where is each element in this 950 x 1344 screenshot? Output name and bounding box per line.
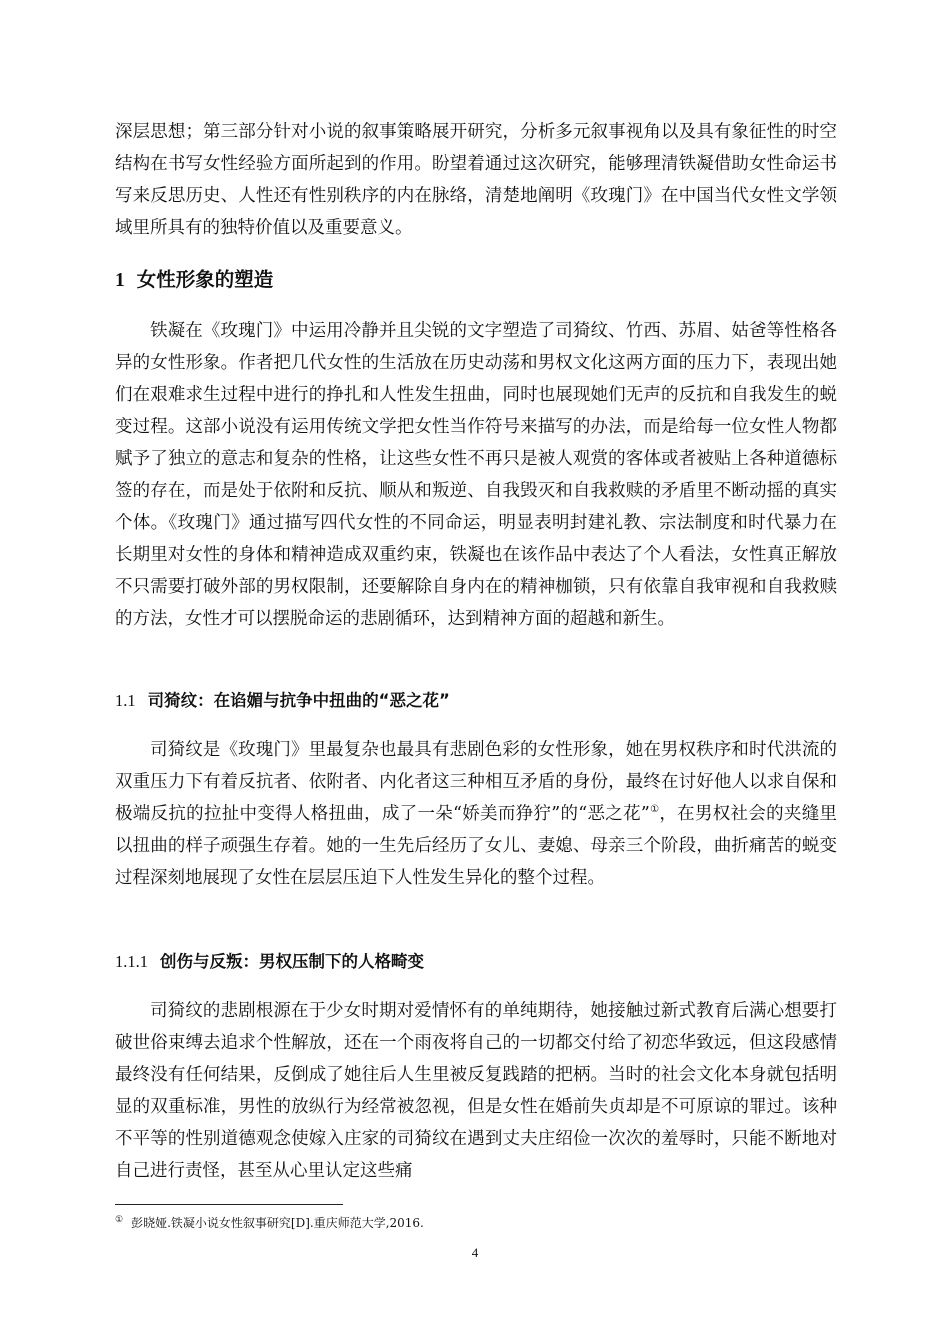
intro-paragraph: 深层思想；第三部分针对小说的叙事策略展开研究，分析多元叙事视角以及具有象征性的时空结构在书写女性经验方面所起到的作用。盼望着通过这次研究，能够理清铁凝借助女性命运书写来反思历史、人性还有性别秩序的内在脉络，清楚地阐明《玫瑰门》在中国当代女性文学领域里所具有的独特价值以及重要意义。 [115,122,837,238]
section-number: 1.1.1 [115,952,148,971]
section-number: 1 [115,270,125,291]
section-1-paragraph: 铁凝在《玫瑰门》中运用冷静并且尖锐的文字塑造了司猗纹、竹西、苏眉、姑爸等性格各异的女性形象。作者把几代女性的生活放在历史动荡和男权文化这两方面的压力下，表现出她们在艰难求生过程中进行的挣扎和人性发生扭曲，同时也展现她们无声的反抗和自我发生的蜕变过程。这部小说没有运用传统文学把女性当作符号来描写的办法，而是给每一位女性人物都赋予了独立的意志和复杂的性格，让这些女性不再只是被人观赏的客体或者被贴上各种道德标签的存在，而是处于依附和反抗、顺从和叛逆、自我毁灭和自我救赎的矛盾里不断动摇的真实个体。《玫瑰门》通过描写四代女性的不同命运，明显表明封建礼教、宗法制度和时代暴力在长期里对女性的身体和精神造成双重约束，铁凝也在该作品中表达了个人看法，女性真正解放不只需要打破外部的男权限制，还要解除自身内在的精神枷锁，只有依靠自我审视和自我救赎的方法，女性才可以摆脱命运的悲剧循环，达到精神方面的超越和新生。 [115,321,837,629]
section-1-1-paragraph [115,734,837,894]
section-heading-1-1-1 [115,949,424,975]
footnote [115,1211,424,1232]
section-title: 司猗纹：在谄媚与抗争中扭曲的“恶之花” [147,691,450,710]
footnote-text: 彭晓娅.铁凝小说女性叙事研究[D].重庆师范大学,2016. [131,1216,424,1230]
section-1-1-1-paragraph: 司猗纹的悲剧根源在于少女时期对爱情怀有的单纯期待，她接触过新式教育后满心想要打破世俗束缚去追求个性解放，还在一个雨夜将自己的一切都交付给了初恋华致远，但这段感情最终没有任何结果，反倒成了她往后人生里被反复践踏的把柄。当时的社会文化本身就包括明显的双重标准，男性的放纵行为经常被忽视，但是女性在婚前失贞却是不可原谅的罪过。该种不平等的性别道德观念使嫁入庄家的司猗纹在遇到丈夫庄绍俭一次次的羞辱时，只能不断地对自己进行责怪，甚至从心里认定这些痛 [115,1001,837,1181]
footnote-reference[interactable]: ① [649,804,660,816]
page-number: 4 [471,1245,479,1260]
section-title: 女性形象的塑造 [136,268,274,291]
section-heading-1 [115,266,273,295]
section-number: 1.1 [115,691,136,710]
footnote-divider [115,1204,343,1205]
section-title: 创伤与反叛：男权压制下的人格畸变 [160,952,424,971]
section-heading-1-1 [115,688,450,714]
paragraph-text: 司猗纹是《玫瑰门》里最复杂也最具有悲剧色彩的女性形象，她在男权秩序和时代洪流的双重压力下有着反抗者、依附者、内化者这三种相互矛盾的身份，最终在讨好他人以求自保和极端反抗的拉扯中变得人格扭曲，成了一朵“娇美而狰狞”的“恶之花” [115,740,837,824]
footnote-number: ① [115,1215,124,1225]
paragraph-text-continued: ，在男权社会的夹缝里以扭曲的样子顽强生存着。她的一生先后经历了女儿、妻媳、母亲三个阶段，曲折痛苦的蜕变过程深刻地展现了女性在层层压迫下人性发生异化的整个过程。 [115,804,838,888]
